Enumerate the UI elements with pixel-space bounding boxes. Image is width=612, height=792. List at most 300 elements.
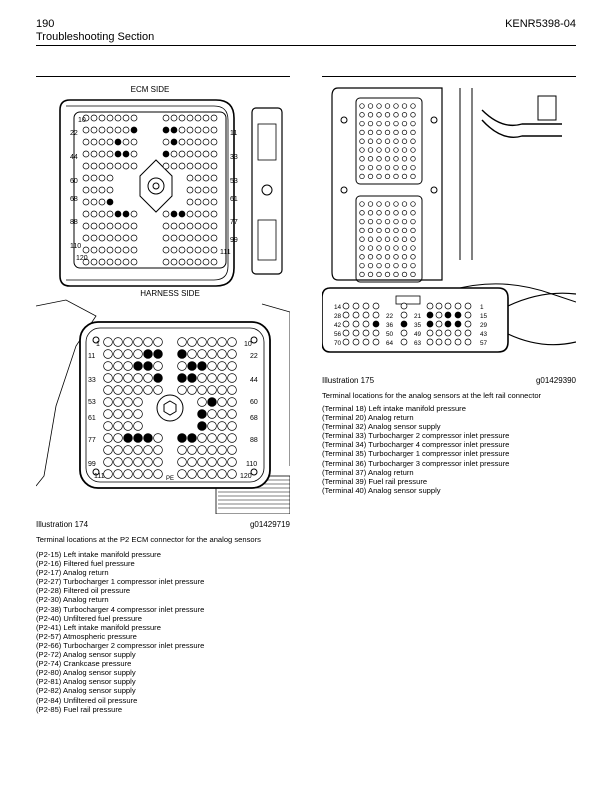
- rail-connector-pin: [368, 228, 373, 233]
- rail-connector-pin: [411, 202, 416, 207]
- ecm-pin-label: 77: [230, 219, 238, 226]
- ecm-pin: [203, 115, 209, 121]
- rail-terminal-item: (Terminal 35) Turbocharger 1 compressor inlet pressure: [322, 449, 510, 459]
- rail-connector-pin: [402, 263, 407, 268]
- harness-pin: [188, 458, 197, 467]
- harness-pin: [114, 458, 123, 467]
- rail-zoom-pin: [343, 321, 349, 327]
- rail-zoom-pin: [363, 303, 369, 309]
- ecm-pin: [99, 187, 105, 193]
- ecm-pin: [203, 199, 209, 205]
- rail-connector-pin: [394, 219, 399, 224]
- rail-connector-pin: [385, 219, 390, 224]
- harness-pin: [188, 374, 197, 383]
- harness-pin: [228, 434, 237, 443]
- rail-connector-pin: [411, 148, 416, 153]
- ecm-pin: [91, 211, 97, 217]
- p2-terminal-item: (P2-80) Analog sensor supply: [36, 668, 136, 678]
- rail-connector-pin: [360, 228, 365, 233]
- harness-pin: [124, 434, 133, 443]
- ecm-pin: [99, 139, 105, 145]
- rail-connector-drawing: [322, 80, 576, 370]
- harness-pin: [124, 350, 133, 359]
- ecm-pin: [83, 163, 89, 169]
- rail-connector-pin: [368, 121, 373, 126]
- ecm-pin: [179, 247, 185, 253]
- rail-connector-pin: [394, 211, 399, 216]
- harness-pin: [228, 410, 237, 419]
- ecm-pin: [99, 115, 105, 121]
- ecm-pin-label: 99: [230, 237, 238, 244]
- ecm-pin: [187, 199, 193, 205]
- ecm-pin: [91, 163, 97, 169]
- harness-pin: [218, 338, 227, 347]
- ecm-pin: [211, 163, 217, 169]
- harness-pin: [198, 374, 207, 383]
- rail-zoom-pin: [436, 303, 442, 309]
- rail-pin-label: 21: [414, 313, 422, 320]
- rail-terminal-item: (Terminal 20) Analog return: [322, 413, 414, 423]
- rail-pin-label: 36: [386, 322, 394, 329]
- ecm-pin: [123, 151, 129, 157]
- harness-pin: [134, 410, 143, 419]
- rail-zoom-pin: [401, 312, 407, 318]
- rail-connector-pin: [360, 165, 365, 170]
- ecm-pin: [83, 235, 89, 241]
- rail-connector-pin: [394, 202, 399, 207]
- ecm-pin: [131, 247, 137, 253]
- rail-zoom-pin: [427, 339, 433, 345]
- ecm-pin: [179, 151, 185, 157]
- ecm-pin: [99, 163, 105, 169]
- rail-connector-pin: [411, 211, 416, 216]
- ecm-pin: [163, 127, 169, 133]
- rail-zoom-pin: [455, 303, 461, 309]
- ecm-pin-label: 33: [230, 154, 238, 161]
- harness-pin-label: 61: [88, 415, 96, 422]
- ecm-bracket-bolt-icon: [262, 185, 272, 195]
- rail-connector-pin: [368, 237, 373, 242]
- rail-connector-pin: [360, 130, 365, 135]
- harness-pin-label: 77: [88, 437, 96, 444]
- rail-connector-pin: [377, 113, 382, 118]
- ecm-pin: [131, 151, 137, 157]
- harness-pin: [198, 458, 207, 467]
- ecm-pin: [195, 139, 201, 145]
- ecm-pin: [107, 211, 113, 217]
- rail-zoom-pin: [436, 339, 442, 345]
- ecm-pin: [179, 163, 185, 169]
- rail-terminal-item: (Terminal 40) Analog sensor supply: [322, 485, 441, 495]
- rail-pin-label: 56: [334, 331, 342, 338]
- rail-connector-pin: [368, 211, 373, 216]
- harness-pin: [124, 398, 133, 407]
- ecm-pin: [203, 139, 209, 145]
- rail-connector-pin: [368, 272, 373, 277]
- harness-jackscrew-icon: [157, 395, 183, 421]
- harness-pin: [104, 374, 113, 383]
- ecm-pin: [203, 247, 209, 253]
- harness-pin: [178, 350, 187, 359]
- rail-connector-pin: [377, 148, 382, 153]
- harness-pin: [198, 338, 207, 347]
- rail-connector-pin: [377, 157, 382, 162]
- ecm-pin: [179, 235, 185, 241]
- ecm-pin: [91, 139, 97, 145]
- harness-pin-label: 68: [250, 415, 258, 422]
- ecm-pin: [171, 163, 177, 169]
- rail-zoom-pin: [427, 303, 433, 309]
- ecm-pin: [115, 151, 121, 157]
- ecm-pin: [131, 139, 137, 145]
- rail-connector-pin: [360, 174, 365, 179]
- ecm-pin: [83, 127, 89, 133]
- harness-pin: [208, 350, 217, 359]
- ecm-pin: [99, 235, 105, 241]
- harness-pin-label: 99: [88, 461, 96, 468]
- p2-terminal-item: (P2-84) Unfiltered oil pressure: [36, 695, 138, 705]
- rail-connector-pin: [411, 246, 416, 251]
- ecm-pin: [163, 223, 169, 229]
- ecm-pin-label: 68: [70, 196, 78, 203]
- rail-zoom-pin: [455, 312, 461, 318]
- ecm-side-label: ECM SIDE: [130, 85, 170, 94]
- harness-pin: [188, 338, 197, 347]
- illustration-174-id: g01429719: [249, 520, 290, 529]
- rail-connector-pin: [402, 272, 407, 277]
- ecm-pin: [195, 175, 201, 181]
- harness-pin: [228, 470, 237, 479]
- p2-terminal-item: (P2-40) Unfiltered fuel pressure: [36, 613, 142, 623]
- harness-pin: [218, 398, 227, 407]
- rail-pin-label: 29: [480, 322, 488, 329]
- ecm-pin-label: 110: [70, 243, 82, 250]
- harness-pin: [144, 350, 153, 359]
- rail-zoom-pin: [427, 312, 433, 318]
- p2-terminal-item: (P2-66) Turbocharger 2 compressor inlet pressure: [36, 640, 205, 650]
- ecm-side-drawing: [56, 80, 290, 292]
- rail-connector-pin: [394, 157, 399, 162]
- illustration-175-caption-row: [322, 376, 576, 386]
- rail-zoom-pin: [373, 312, 379, 318]
- rail-connector-pin: [394, 228, 399, 233]
- ecm-pin: [187, 115, 193, 121]
- rail-terminal-item: (Terminal 37) Analog return: [322, 467, 414, 477]
- ecm-pin: [171, 139, 177, 145]
- rail-pin-label: 63: [414, 340, 422, 347]
- harness-pin-label: 120: [240, 473, 252, 480]
- ecm-pin: [99, 127, 105, 133]
- rail-pin-label: 49: [414, 331, 422, 338]
- harness-pin-label: 10: [244, 341, 252, 348]
- harness-pin: [218, 470, 227, 479]
- ecm-pin-label: 10: [78, 117, 86, 124]
- rail-connector-pin: [411, 219, 416, 224]
- rail-connector-pin: [411, 165, 416, 170]
- illustration-174-harness-side: [36, 286, 290, 514]
- rail-zoom-pin: [373, 303, 379, 309]
- rail-harness-upper: [482, 110, 562, 125]
- harness-pin: [124, 374, 133, 383]
- ecm-pin: [99, 199, 105, 205]
- rail-connector-pin: [377, 255, 382, 260]
- rail-zoom-pin: [343, 339, 349, 345]
- harness-pin: [104, 446, 113, 455]
- harness-pin: [178, 362, 187, 371]
- rail-connector-pin: [360, 263, 365, 268]
- harness-pin: [218, 350, 227, 359]
- ecm-pin: [211, 139, 217, 145]
- ecm-pin: [123, 259, 129, 265]
- rail-connector-pin: [394, 272, 399, 277]
- ecm-pin: [211, 223, 217, 229]
- ecm-pin: [91, 187, 97, 193]
- rail-clip-icon: [538, 96, 556, 120]
- rail-connector-pin: [385, 148, 390, 153]
- harness-pin: [198, 470, 207, 479]
- rail-connector-pin: [368, 202, 373, 207]
- rail-connector-pin: [360, 113, 365, 118]
- harness-pin: [208, 362, 217, 371]
- rail-connector-pin: [360, 272, 365, 277]
- harness-pin: [178, 458, 187, 467]
- ecm-pin: [187, 139, 193, 145]
- ecm-pin: [131, 235, 137, 241]
- harness-pin: [144, 374, 153, 383]
- p2-terminal-item: (P2-30) Analog return: [36, 595, 109, 605]
- ecm-pin: [99, 247, 105, 253]
- ecm-pin: [107, 151, 113, 157]
- ecm-pin: [91, 223, 97, 229]
- harness-pin: [114, 350, 123, 359]
- rail-zoom-pin: [363, 321, 369, 327]
- p2-terminal-item: (P2-17) Analog return: [36, 568, 109, 578]
- harness-pin: [114, 470, 123, 479]
- rail-pin-label: 35: [414, 322, 422, 329]
- ecm-pin: [195, 163, 201, 169]
- ecm-pin: [115, 223, 121, 229]
- ecm-pin: [123, 139, 129, 145]
- ecm-pin: [99, 175, 105, 181]
- harness-pin: [154, 374, 163, 383]
- harness-pin: [114, 362, 123, 371]
- rail-connector-pin: [368, 104, 373, 109]
- harness-pin: [188, 434, 197, 443]
- ecm-pin: [115, 259, 121, 265]
- ecm-pin: [187, 127, 193, 133]
- ecm-pin: [171, 247, 177, 253]
- rail-connector-pin: [385, 228, 390, 233]
- harness-pin: [154, 386, 163, 395]
- rail-connector-pin: [377, 219, 382, 224]
- rail-zoom-pin: [343, 312, 349, 318]
- rail-connector-pin: [385, 272, 390, 277]
- rail-zoom-pin: [455, 339, 461, 345]
- rail-zoom-pin: [465, 321, 471, 327]
- ecm-pin: [179, 259, 185, 265]
- ecm-pin: [195, 151, 201, 157]
- rail-zoom-pin: [427, 330, 433, 336]
- rail-bracket-bars: [460, 88, 472, 260]
- harness-pin: [104, 386, 113, 395]
- ecm-pin: [187, 163, 193, 169]
- rail-zoom-pin: [363, 339, 369, 345]
- ecm-pin: [99, 211, 105, 217]
- rail-connector-pin: [377, 121, 382, 126]
- ecm-pin: [115, 247, 121, 253]
- rail-zoom-pin: [465, 312, 471, 318]
- harness-pin: [134, 338, 143, 347]
- rail-terminal-item: (Terminal 39) Fuel rail pressure: [322, 476, 428, 486]
- ecm-pin: [107, 247, 113, 253]
- ecm-pin: [171, 223, 177, 229]
- ecm-pin: [107, 223, 113, 229]
- rail-zoom-pin: [436, 312, 442, 318]
- ecm-pin: [211, 187, 217, 193]
- ecm-pin: [171, 127, 177, 133]
- ecm-pin: [187, 211, 193, 217]
- ecm-pin-label: 11: [230, 130, 238, 137]
- rail-connector-pin: [402, 228, 407, 233]
- harness-side-drawing: [36, 286, 290, 514]
- rail-connector-pin: [402, 165, 407, 170]
- ecm-pin: [107, 127, 113, 133]
- harness-pin: [114, 398, 123, 407]
- harness-pin: [114, 374, 123, 383]
- rail-connector-pin: [377, 202, 382, 207]
- harness-pin: [134, 398, 143, 407]
- ecm-pin: [115, 163, 121, 169]
- harness-pin: [104, 434, 113, 443]
- rail-connector-pin: [394, 246, 399, 251]
- rail-connector-pin: [385, 237, 390, 242]
- harness-pin: [198, 422, 207, 431]
- harness-pin: [144, 338, 153, 347]
- ecm-pin: [107, 139, 113, 145]
- rail-zoom-pin: [445, 339, 451, 345]
- rail-connector-pin: [360, 255, 365, 260]
- rail-terminal-item: (Terminal 36) Turbocharger 3 compressor inlet pressure: [322, 458, 510, 468]
- ecm-pin: [83, 247, 89, 253]
- rail-connector-pin: [377, 104, 382, 109]
- rail-connector-pin: [411, 237, 416, 242]
- ecm-pin: [211, 199, 217, 205]
- illustration-174-label: Illustration 174: [36, 520, 89, 529]
- illustration-174-caption-row: [36, 520, 290, 530]
- ecm-pin: [187, 175, 193, 181]
- ecm-pin: [123, 247, 129, 253]
- rail-connector-pin: [402, 130, 407, 135]
- p2-terminal-list: [36, 550, 296, 714]
- ecm-pin: [211, 235, 217, 241]
- p2-terminal-item: (P2-82) Analog sensor supply: [36, 686, 136, 696]
- harness-pin: [154, 338, 163, 347]
- harness-pin: [218, 386, 227, 395]
- rail-pin-label: 64: [386, 340, 394, 347]
- right-column-rule: [322, 76, 576, 77]
- rail-connector-pin: [411, 263, 416, 268]
- rail-connector-pin: [402, 211, 407, 216]
- ecm-pin: [171, 259, 177, 265]
- rail-zoom-pin: [465, 339, 471, 345]
- rail-connector-pin: [377, 165, 382, 170]
- harness-pin: [134, 458, 143, 467]
- rail-connector-pin: [377, 246, 382, 251]
- illustration-174-ecm-side: [56, 80, 290, 292]
- ecm-pin: [123, 223, 129, 229]
- ecm-pin: [211, 175, 217, 181]
- illustration-175-id: g01429390: [535, 376, 576, 385]
- harness-pin: [178, 374, 187, 383]
- rail-connector-pin: [411, 228, 416, 233]
- rail-connector-pin: [411, 139, 416, 144]
- harness-pin: [134, 362, 143, 371]
- ecm-pin: [83, 223, 89, 229]
- ecm-pin: [107, 235, 113, 241]
- rail-connector-pin: [368, 263, 373, 268]
- rail-connector-pin: [394, 121, 399, 126]
- ecm-pin: [115, 235, 121, 241]
- ecm-pin: [195, 235, 201, 241]
- harness-pin: [134, 386, 143, 395]
- rail-zoom-pin: [353, 339, 359, 345]
- ecm-pin: [171, 151, 177, 157]
- rail-zoom-pin: [373, 339, 379, 345]
- ecm-pin: [171, 235, 177, 241]
- ecm-pin-label: 53: [230, 178, 238, 185]
- harness-pin-label: 11: [88, 353, 96, 360]
- harness-pin: [134, 446, 143, 455]
- ecm-pin: [163, 259, 169, 265]
- harness-pin: [228, 398, 237, 407]
- p2-terminal-item: (P2-27) Turbocharger 1 compressor inlet pressure: [36, 577, 205, 587]
- harness-pin: [198, 386, 207, 395]
- rail-connector-pin: [394, 237, 399, 242]
- p2-terminal-item: (P2-41) Left intake manifold pressure: [36, 622, 161, 632]
- p2-terminal-item: (P2-72) Analog sensor supply: [36, 650, 136, 660]
- ecm-pin: [211, 247, 217, 253]
- ecm-pin: [91, 151, 97, 157]
- harness-pin: [124, 446, 133, 455]
- ecm-pin: [99, 223, 105, 229]
- p2-terminal-item: (P2-81) Analog sensor supply: [36, 677, 136, 687]
- ecm-pin: [187, 259, 193, 265]
- rail-pin-label: 57: [480, 340, 488, 347]
- rail-connector-pin: [368, 219, 373, 224]
- rail-mount-bolt-icon: [341, 117, 347, 123]
- rail-connector-pin: [394, 130, 399, 135]
- ecm-pin: [83, 199, 89, 205]
- ecm-pin: [211, 211, 217, 217]
- harness-pin: [208, 470, 217, 479]
- rail-connector-pin: [360, 157, 365, 162]
- rail-connector-pin: [411, 113, 416, 118]
- rail-zoom-pin: [353, 312, 359, 318]
- rail-connector-pin: [385, 174, 390, 179]
- rail-connector-pin: [394, 113, 399, 118]
- harness-pin: [188, 446, 197, 455]
- harness-pe-label: PE: [165, 476, 175, 482]
- harness-pin: [154, 434, 163, 443]
- rail-connector-pin: [368, 139, 373, 144]
- rail-connector-pin: [360, 104, 365, 109]
- harness-pin: [144, 386, 153, 395]
- rail-terminal-item: (Terminal 33) Turbocharger 2 compressor inlet pressure: [322, 431, 510, 441]
- harness-pin: [208, 446, 217, 455]
- harness-pin: [198, 362, 207, 371]
- ecm-pin: [211, 127, 217, 133]
- ecm-pin: [195, 199, 201, 205]
